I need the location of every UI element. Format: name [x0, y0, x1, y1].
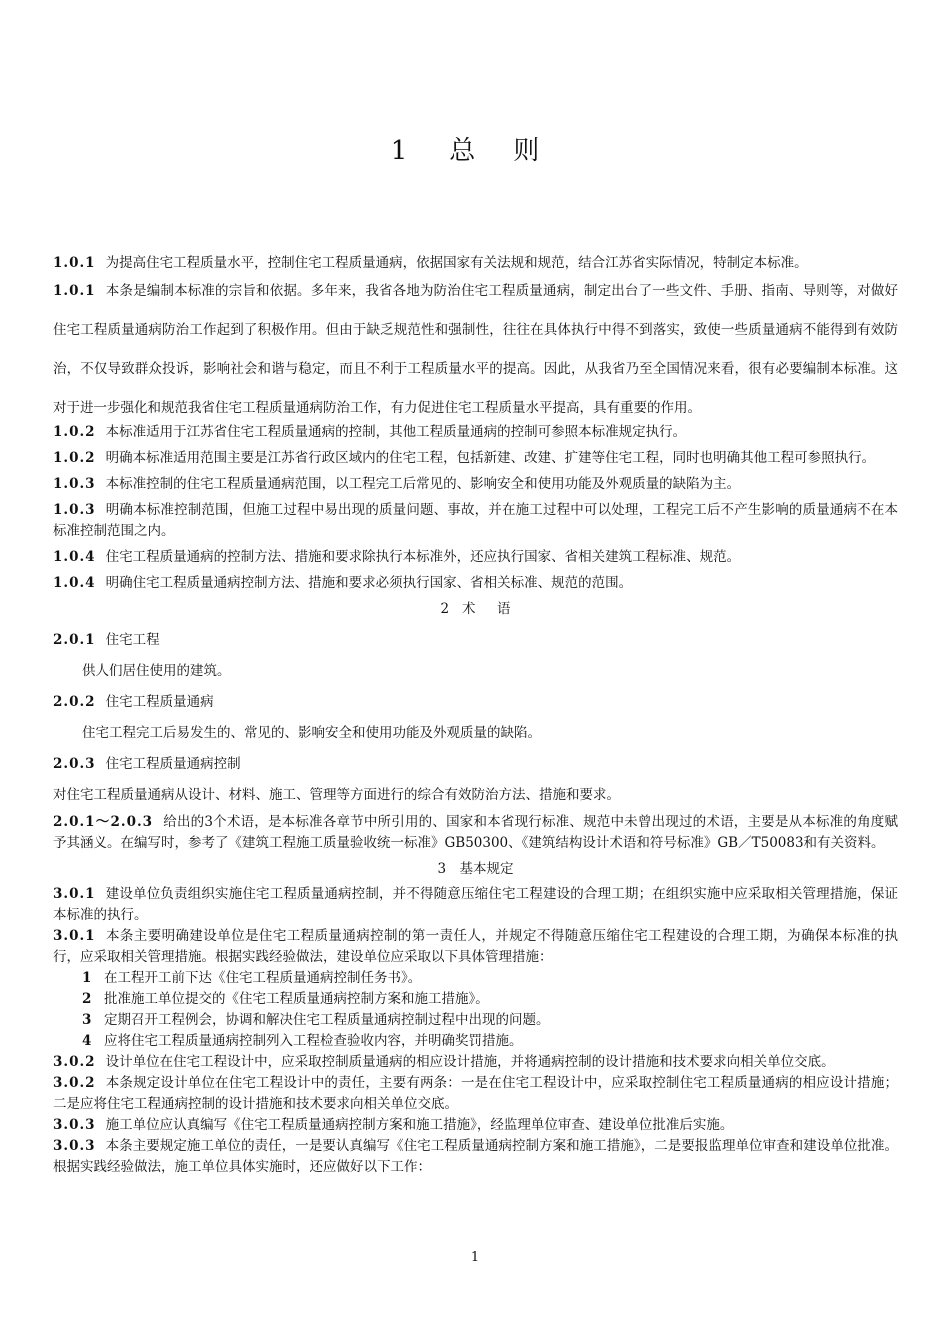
- clause: 1.0.4 住宅工程质量通病的控制方法、措施和要求除执行本标准外，还应执行国家、省相关建筑工程标准、规范。: [53, 549, 741, 565]
- list-item: 4 应将住宅工程质量通病控制列入工程检查验收内容，并明确奖罚措施。: [82, 1033, 523, 1049]
- clause: 3.0.2 设计单位在住宅工程设计中，应采取控制质量通病的相应设计措施，并将通病控制的设计措施和技术要求向相关单位交底。: [53, 1054, 835, 1070]
- list-item: 3 定期召开工程例会，协调和解决住宅工程质量通病控制过程中出现的问题。: [82, 1012, 550, 1028]
- chapter-number: 1: [390, 136, 410, 166]
- term-heading: 2.0.3 住宅工程质量通病控制: [53, 756, 241, 772]
- clause: 3.0.1 建设单位负责组织实施住宅工程质量通病控制，并不得随意压缩住宅工程建设的合理工期；在组织实施中应采取相关管理措施，保证本标准的执行。: [53, 886, 898, 923]
- term-heading: 2.0.1 住宅工程: [53, 632, 160, 648]
- clause: 1.0.2 本标准适用于江苏省住宅工程质量通病的控制，其他工程质量通病的控制可参照本标准规定执行。: [53, 424, 687, 440]
- chapter-title: [0, 130, 950, 167]
- clause-explanation: 3.0.2 本条规定设计单位在住宅工程设计中的责任，主要有两条：一是在住宅工程设计中，应采取控制住宅工程质量通病的相应设计措施；二是应将住宅工程通病控制的设计措施和技术要求向相关单位交底。: [53, 1075, 898, 1112]
- document-body: [53, 253, 898, 1178]
- section-heading: 3 基本规定: [437, 861, 514, 877]
- clause-explanation: 1.0.2 明确本标准适用范围主要是江苏省行政区域内的住宅工程，包括新建、改建、扩建等住宅工程，同时也明确其他工程可参照执行。: [53, 450, 876, 466]
- term-definition: 住宅工程完工后易发生的、常见的、影响安全和使用功能及外观质量的缺陷。: [82, 725, 541, 741]
- clause: 1.0.3 本标准控制的住宅工程质量通病范围，以工程完工后常见的、影响安全和使用功能及外观质量的缺陷为主。: [53, 476, 741, 492]
- clause-explanation: 3.0.1 本条主要明确建设单位是住宅工程质量通病控制的第一责任人，并规定不得随意压缩住宅工程建设的合理工期，为确保本标准的执行，应采取相关管理措施。根据实践经验做法，建设单位应采取以下具体管理措施：: [53, 928, 898, 965]
- term-definition: 供人们居住使用的建筑。: [82, 663, 231, 679]
- list-item: 2 批准施工单位提交的《住宅工程质量通病控制方案和施工措施》。: [82, 991, 489, 1007]
- chapter-title-char-2: 则: [513, 136, 542, 166]
- chapter-title-char-1: 总: [449, 136, 478, 166]
- clause: 1.0.1 为提高住宅工程质量水平，控制住宅工程质量通病，依据国家有关法规和规范，结合江苏省实际情况，特制定本标准。: [53, 255, 808, 271]
- list-item: 1 在工程开工前下达《住宅工程质量通病控制任务书》。: [82, 970, 422, 986]
- term-heading: 2.0.2 住宅工程质量通病: [53, 694, 214, 710]
- terms-explanation: 2.0.1～2.0.3 给出的3个术语，是本标准各章节中所引用的、国家和本省现行标准、规范中未曾出现过的术语，主要是从本标准的角度赋予其涵义。在编写时，参考了《建筑工程施工质量验收统一标准》GB50300、《建筑结构设计术语和符号标准》GB／T50083和有关资料。: [53, 814, 898, 851]
- clause-explanation: 1.0.3 明确本标准控制范围，但施工过程中易出现的质量问题、事故，并在施工过程中可以处理，工程完工后不产生影响的质量通病不在本标准控制范围之内。: [53, 502, 898, 539]
- clause-explanation: 3.0.3 本条主要规定施工单位的责任，一是要认真编写《住宅工程质量通病控制方案和施工措施》，二是要报监理单位审查和建设单位批准。根据实践经验做法，施工单位具体实施时，还应做好以下工作：: [53, 1138, 898, 1175]
- clause: 3.0.3 施工单位应认真编写《住宅工程质量通病控制方案和施工措施》，经监理单位审查、建设单位批准后实施。: [53, 1117, 734, 1133]
- section-heading: 2 术 语: [440, 601, 511, 617]
- clause-explanation: 1.0.4 明确住宅工程质量通病控制方法、措施和要求必须执行国家、省相关标准、规范的范围。: [53, 575, 633, 591]
- clause-explanation: 1.0.1 本条是编制本标准的宗旨和依据。多年来，我省各地为防治住宅工程质量通病，制定出台了一些文件、手册、指南、导则等，对做好住宅工程质量通病防治工作起到了积极作用。但由于缺乏规范性和强制性，往往在具体执行中得不到落实，致使一些质量通病不能得到有效防治，不仅导致群众投诉，影响社会和谐与稳定，而且不利于工程质量水平的提高。因此，从我省乃至全国情况来看，很有必要编制本标准。这对于进一步强化和规范我省住宅工程质量通病防治工作，有力促进住宅工程质量水平提高，具有重要的作用。: [53, 283, 898, 416]
- term-definition: 对住宅工程质量通病从设计、材料、施工、管理等方面进行的综合有效防治方法、措施和要求。: [53, 787, 620, 803]
- page-number: 1: [470, 1250, 480, 1265]
